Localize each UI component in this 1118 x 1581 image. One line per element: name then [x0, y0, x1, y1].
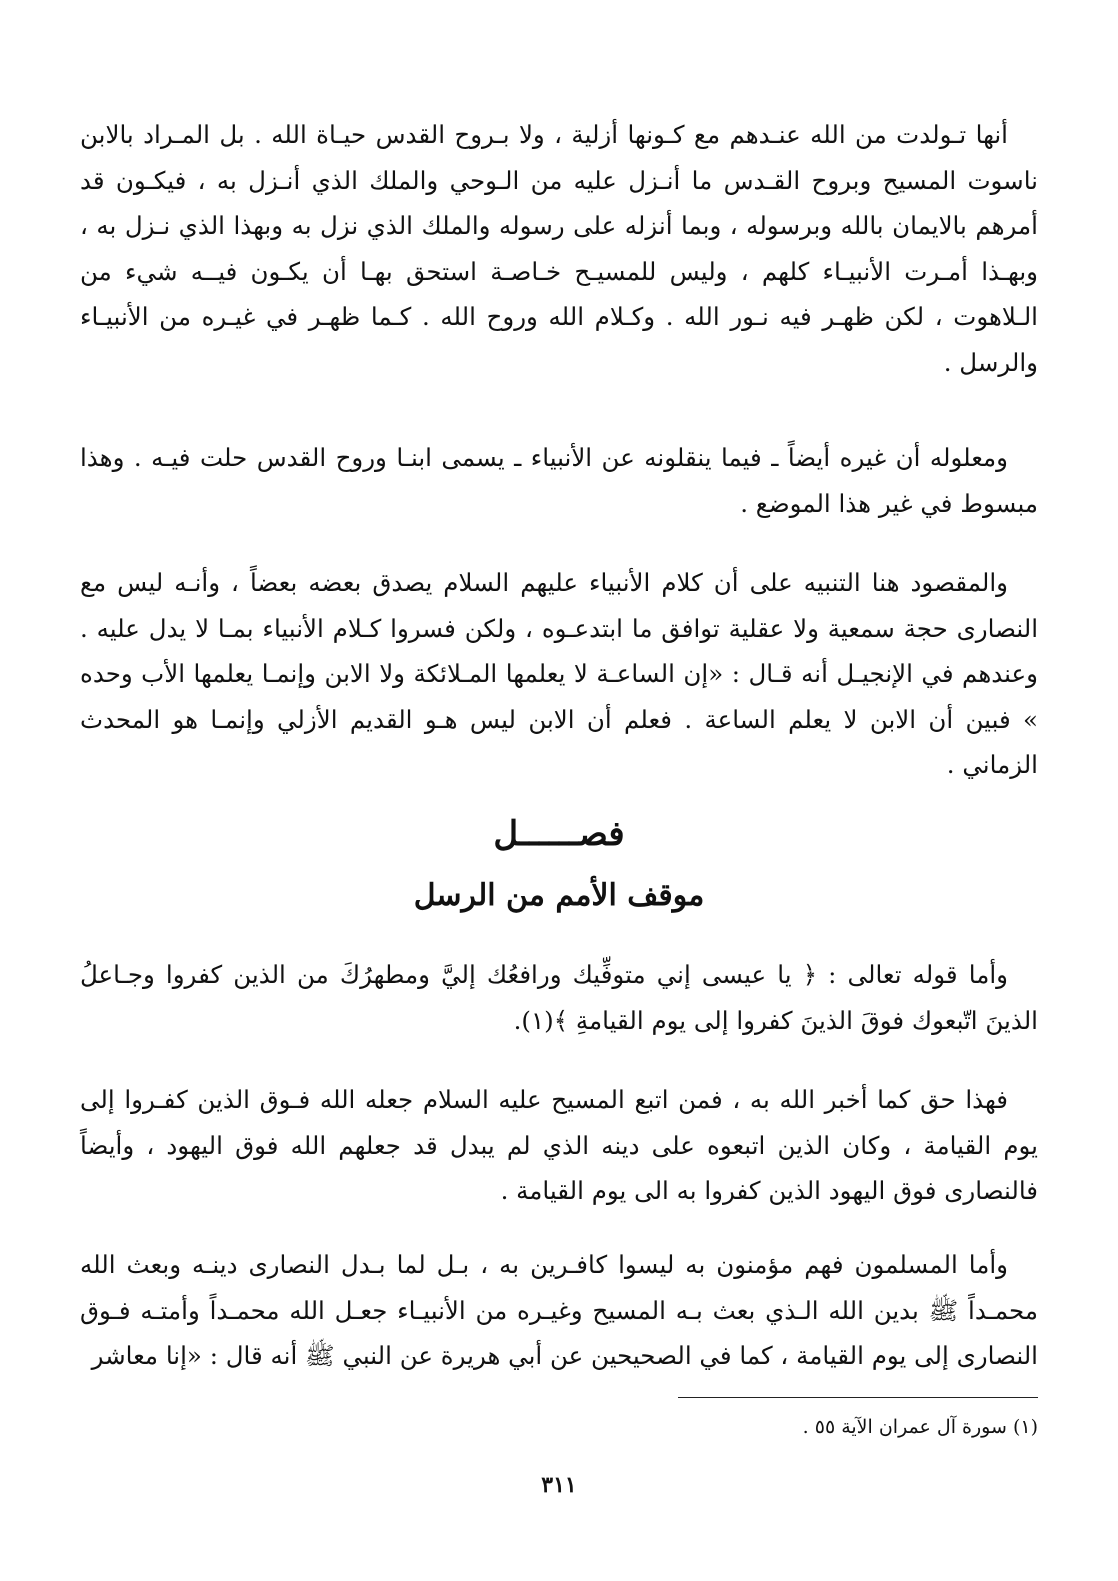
- section-title: موقف الأمم من الرسل: [413, 878, 705, 913]
- paragraph-6: وأما المسلمون فهم مؤمنون به ليسوا كافـرين به ، بـل لما بـدل النصارى دينـه وبعث الله محمـداً ﷺ بدين الله الـذي بعث بـه المسيح وغيـره من الأنبيـاء جعـل الله محمـداً وأمتـه فـوق النصارى إلى يوم القيامة ، كما في الصحيحين عن أبي هريرة عن النبي ﷺ أنه قال : «إنا معاشر: [80, 1250, 1038, 1370]
- paragraph-5: فهذا حق كما أخبر الله به ، فمن اتبع المسيح عليه السلام جعله الله فـوق الذين كفـروا إلى يوم القيامة ، وكان الذين اتبعوه على دينه الذي لم يبدل قد جعلهم الله فوق اليهود ، وأيضاً فالنصارى فوق اليهود الذين كفروا به الى يوم القيامة .: [80, 1085, 1038, 1205]
- paragraph-1: أنها تـولدت من الله عنـدهم مع كـونها أزلية ، ولا بـروح القدس حيـاة الله . بل المـراد بالابن ناسوت المسيح وبروح القـدس ما أنـزل عليه من الـوحي والملك الذي أنـزل به ، فيكـون قد أمرهم بالايمان بالله وبرسوله ، وبما أنزله على رسوله والملك الذي نزل به وبهذا الذي نـزل به ، وبهـذا أمـرت الأنبيـاء كلهم ، وليس للمسيـح خـاصـة استحق بهـا أن يكـون فيــه شيء من الـلاهوت ، لكن ظهـر فيه نـور الله . وكـلام الله وروح الله . كـما ظهـر في غيـره من الأنبيـاء والرسل .: [80, 120, 1038, 377]
- footnote: (١) سورة آل عمران الآية ٥٥ .: [802, 1416, 1038, 1438]
- footnote-divider: [678, 1397, 1038, 1398]
- paragraph-3: والمقصود هنا التنبيه على أن كلام الأنبياء عليهم السلام يصدق بعضه بعضاً ، وأنـه ليس مع النصارى حجة سمعية ولا عقلية توافق ما ابتدعـوه ، ولكن فسروا كـلام الأنبياء بمـا لا يدل عليه . وعندهم في الإنجيـل أنه قـال : «إن الساعـة لا يعلمها المـلائكة ولا الابن وإنمـا يعلمها الأب وحده » فبين أن الابن لا يعلم الساعة . فعلم أن الابن ليس هـو القديم الأزلي وإنمـا هو المحدث الزماني .: [80, 568, 1038, 779]
- document-page: [80, 112, 1038, 1552]
- page-number: ٣١١: [541, 1472, 577, 1498]
- paragraph-4: وأما قوله تعالى : ﴿ يا عيسى إني متوفِّيك ورافعُك إليَّ ومطهرُكَ من الذين كفروا وجـاعلُ الذينَ اتّبعوك فوقَ الذينَ كفروا إلى يوم القيامةِ ﴾(١).: [80, 960, 1038, 1035]
- paragraph-2: ومعلوله أن غيره أيضاً ـ فيما ينقلونه عن الأنبياء ـ يسمى ابنـا وروح القدس حلت فيـه . وهذا مبسوط في غير هذا الموضع .: [80, 443, 1038, 518]
- section-label: فصــــــل: [493, 814, 625, 854]
